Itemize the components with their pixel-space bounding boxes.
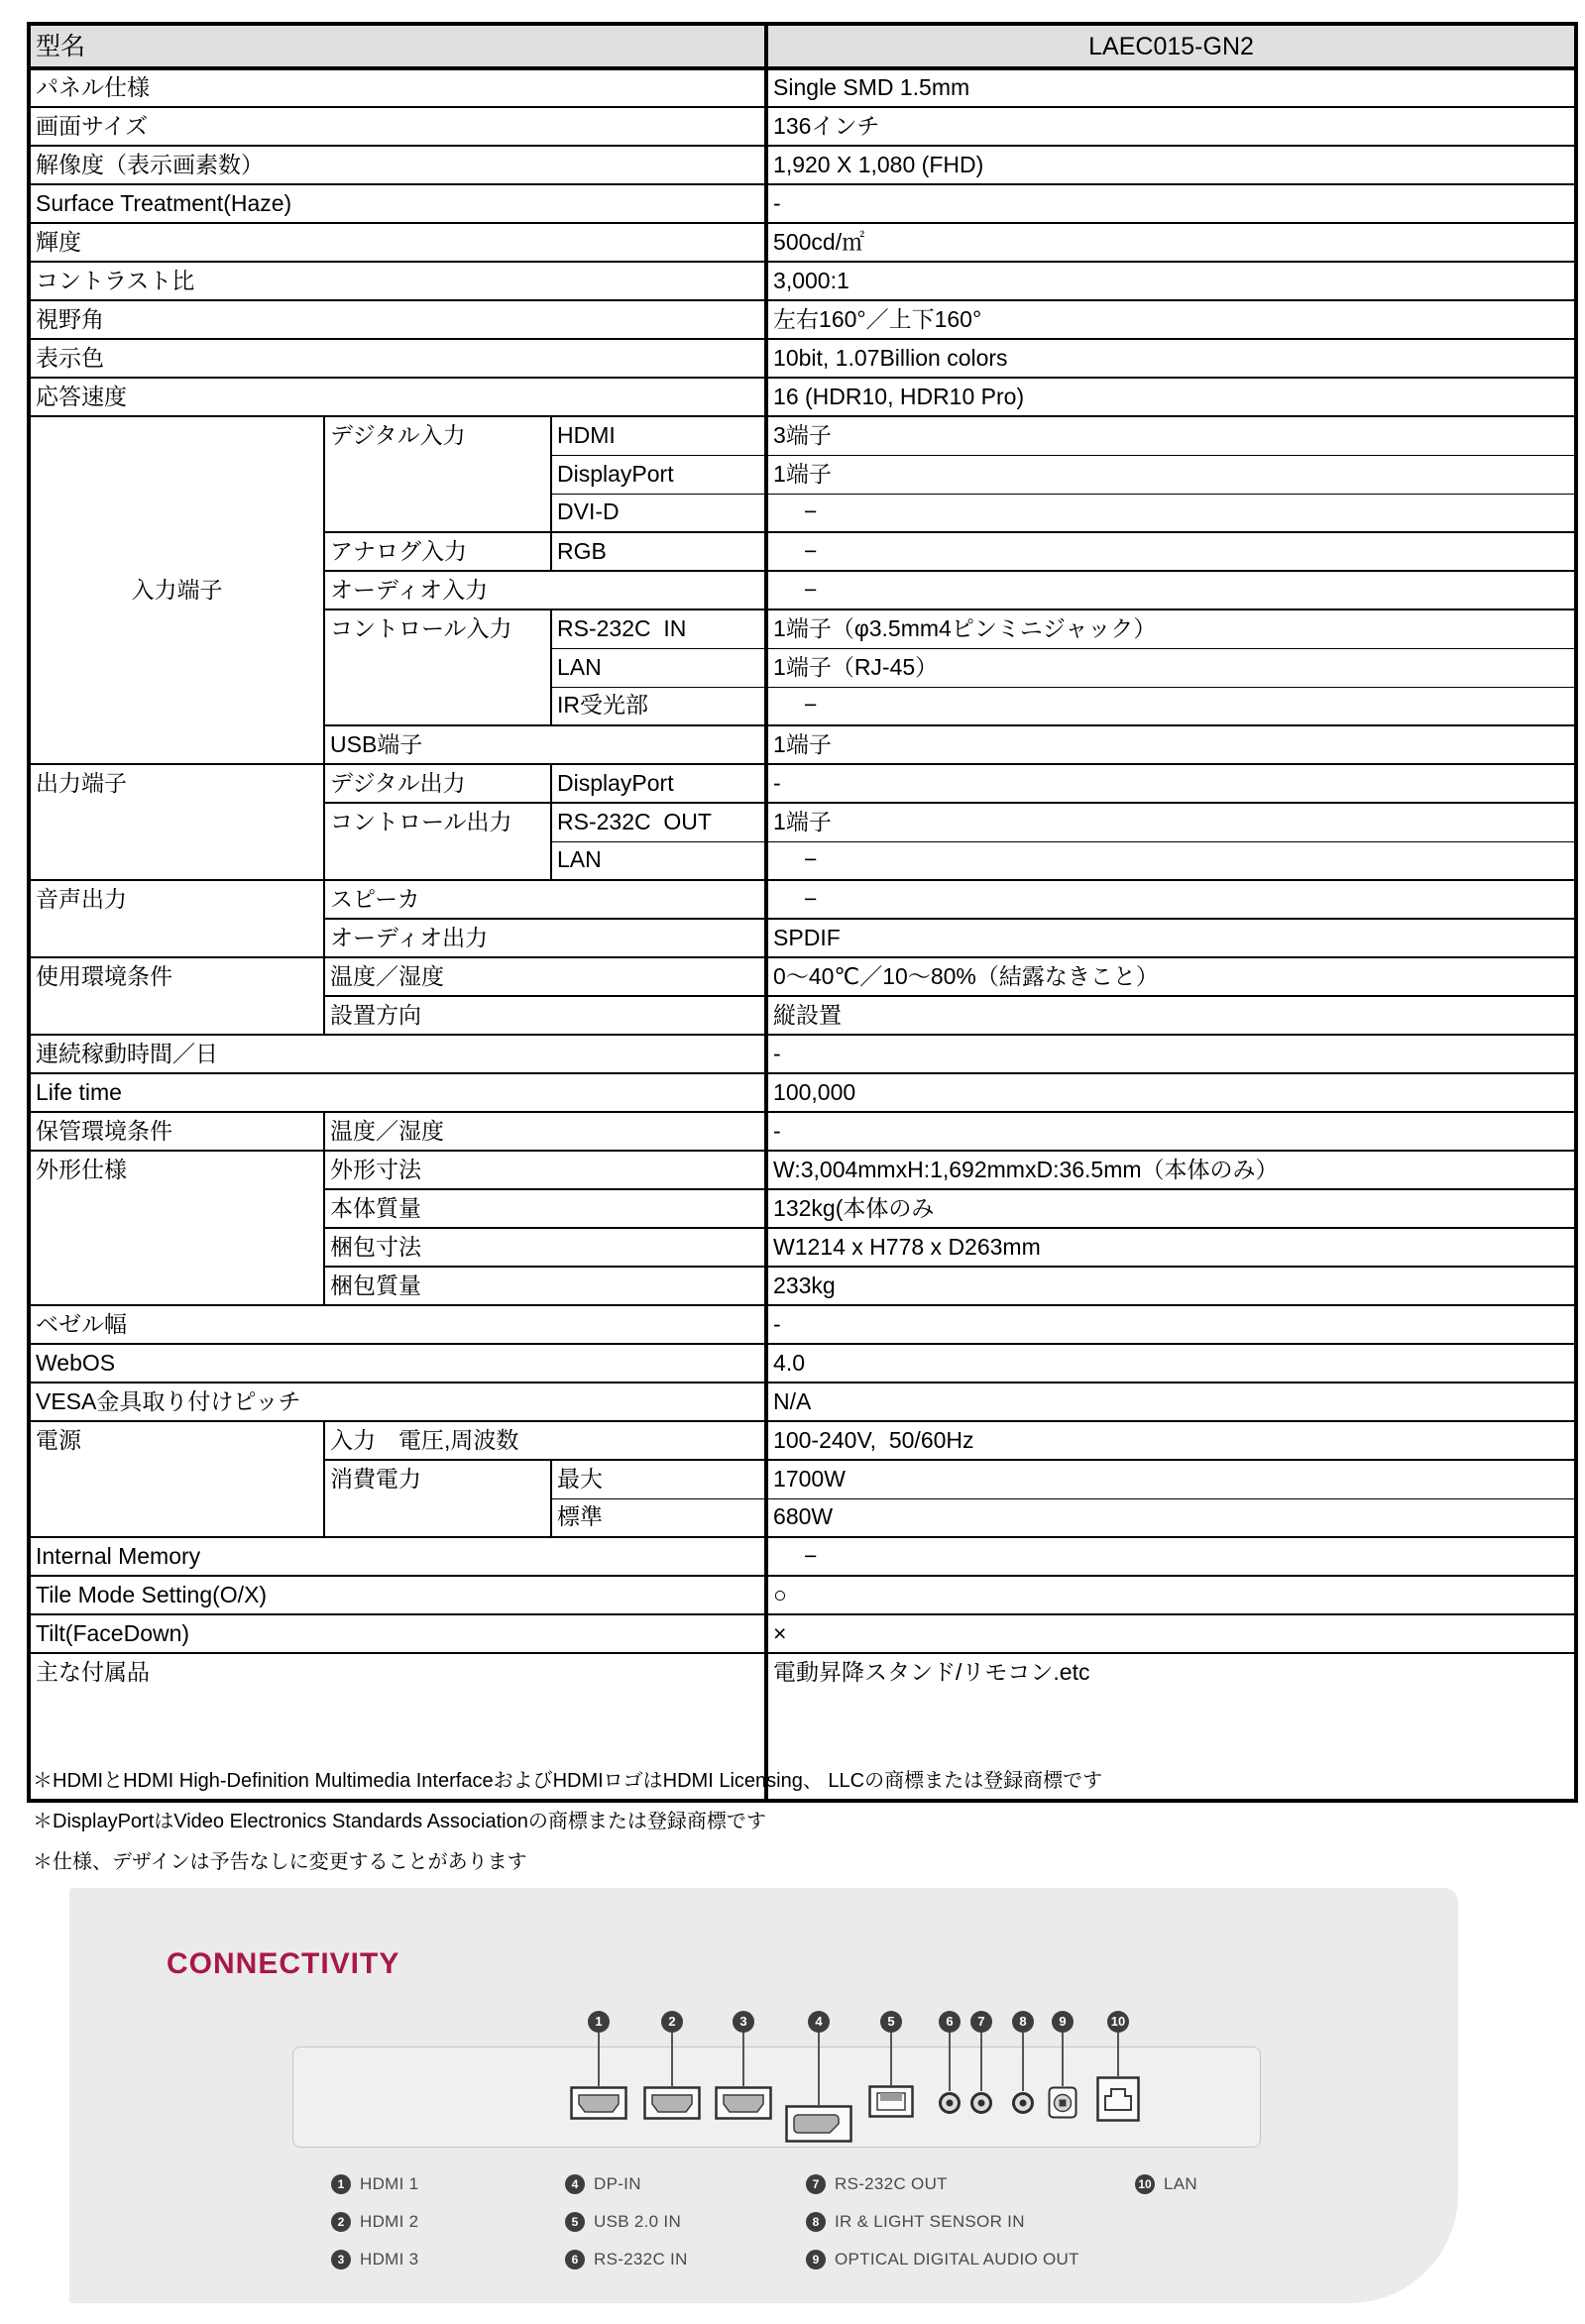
power-input-label: 入力 電圧,周波数 [324, 1421, 766, 1460]
screen-size-value: 136インチ [766, 107, 1576, 146]
ir-value: − [766, 687, 1576, 725]
port-label: RS-232C IN [594, 2250, 688, 2269]
port-dp-in [778, 2011, 859, 2143]
legend-column-4 [1135, 2173, 1197, 2211]
response-value: 16 (HDR10, HDR10 Pro) [766, 378, 1576, 416]
continuous-value: - [766, 1035, 1576, 1073]
consumption-typ-label: 標準 [551, 1498, 766, 1537]
lan-in-value: 1端子（RJ-45） [766, 648, 1576, 687]
displayport-out-value: - [766, 764, 1576, 803]
resolution-label: 解像度（表示画素数） [29, 146, 766, 184]
consumption-typ-value: 680W [766, 1498, 1576, 1537]
lan-port-icon [1096, 2076, 1140, 2122]
table-row [29, 24, 1576, 68]
table-row [29, 300, 1576, 339]
table-row [29, 880, 1576, 919]
pkg-weight-label: 梱包質量 [324, 1267, 766, 1305]
table-row [29, 378, 1576, 416]
table-row [29, 1344, 1576, 1383]
surface-value: - [766, 184, 1576, 223]
hdmi-port-icon [643, 2086, 701, 2120]
port-number-badge: 6 [939, 2011, 961, 2033]
footnote-disclaimer: ＊仕様、デザインは予告なしに変更することがあります [33, 1851, 527, 1873]
control-in-label: コントロール入力 [324, 609, 551, 725]
memory-value: − [766, 1537, 1576, 1576]
vesa-value: N/A [766, 1383, 1576, 1421]
legend-item [565, 2249, 688, 2270]
legend-column-1 [331, 2173, 418, 2286]
footnote-displayport: ＊DisplayPortはVideo Electronics Standards Associationの商標または登録商標です [33, 1811, 766, 1832]
legend-item [806, 2173, 1079, 2195]
connector-line [742, 2033, 744, 2086]
port-lan [1077, 2011, 1159, 2122]
port-number-badge: 3 [733, 2011, 754, 2033]
viewing-angle-value: 左右160°／上下160° [766, 300, 1576, 339]
brightness-label: 輝度 [29, 223, 766, 262]
lan-in-label: LAN [551, 648, 766, 687]
table-row [29, 223, 1576, 262]
port-number-badge: 1 [588, 2011, 610, 2033]
rs232c-in-value: 1端子（φ3.5mm4ピンミニジャック） [766, 609, 1576, 648]
port-number-badge: 4 [808, 2011, 830, 2033]
pkg-weight-value: 233kg [766, 1267, 1576, 1305]
ir-label: IR受光部 [551, 687, 766, 725]
port-label: IR & LIGHT SENSOR IN [835, 2212, 1025, 2231]
analog-in-label: アナログ入力 [324, 532, 551, 571]
connector-line [818, 2033, 820, 2105]
connectivity-title: CONNECTIVITY [167, 1947, 400, 1980]
resolution-value: 1,920 X 1,080 (FHD) [766, 146, 1576, 184]
temp-label: 温度／湿度 [324, 957, 766, 996]
digital-in-label: デジタル入力 [324, 416, 551, 532]
display-colors-label: 表示色 [29, 339, 766, 378]
table-row [29, 1537, 1576, 1576]
table-row [29, 1305, 1576, 1344]
viewing-angle-label: 視野角 [29, 300, 766, 339]
port-label: HDMI 1 [360, 2174, 419, 2193]
tile-mode-label: Tile Mode Setting(O/X) [29, 1576, 766, 1614]
hdmi-port-icon [715, 2086, 772, 2120]
connector-line [890, 2033, 892, 2085]
legend-item [565, 2173, 688, 2195]
weight-label: 本体質量 [324, 1189, 766, 1228]
audio-output-group-label: 音声出力 [29, 880, 324, 957]
speaker-label: スピーカ [324, 880, 766, 919]
port-number-badge: 6 [565, 2250, 585, 2269]
connectivity-section [69, 1888, 1458, 2303]
port-label: HDMI 2 [360, 2212, 419, 2231]
displayport-in-label: DisplayPort [551, 455, 766, 494]
lan-out-value: − [766, 841, 1576, 880]
port-label: LAN [1164, 2174, 1197, 2193]
rgb-label: RGB [551, 532, 766, 571]
audio-in-label: オーディオ入力 [324, 571, 766, 609]
output-group-label: 出力端子 [29, 764, 324, 880]
speaker-value: − [766, 880, 1576, 919]
dvid-value: − [766, 494, 1576, 532]
control-out-label: コントロール出力 [324, 803, 551, 880]
table-row [29, 1576, 1576, 1614]
table-row [29, 262, 1576, 300]
footnotes [33, 1770, 1102, 1892]
port-label: HDMI 3 [360, 2250, 419, 2269]
connector-line [1117, 2033, 1119, 2076]
connector-line [598, 2033, 600, 2086]
table-row [29, 107, 1576, 146]
size-value: W:3,004mmxH:1,692mmxD:36.5mm（本体のみ） [766, 1151, 1576, 1189]
port-number-badge: 5 [565, 2212, 585, 2232]
table-row [29, 1383, 1576, 1421]
size-label: 外形寸法 [324, 1151, 766, 1189]
table-row [29, 184, 1576, 223]
port-hdmi3 [703, 2011, 784, 2120]
table-row [29, 764, 1576, 803]
optical-port-icon [1048, 2086, 1077, 2119]
table-row [29, 1614, 1576, 1653]
displayport-in-value: 1端子 [766, 455, 1576, 494]
hdmi-port-icon [570, 2086, 627, 2120]
memory-label: Internal Memory [29, 1537, 766, 1576]
orientation-label: 設置方向 [324, 996, 766, 1035]
connector-line [671, 2033, 673, 2086]
brightness-value: 500cd/㎡ [766, 223, 1576, 262]
display-colors-value: 10bit, 1.07Billion colors [766, 339, 1576, 378]
port-number-badge: 9 [1052, 2011, 1074, 2033]
hdmi-value: 3端子 [766, 416, 1576, 455]
port-number-badge: 3 [331, 2250, 351, 2269]
port-hdmi1 [558, 2011, 639, 2120]
surface-label: Surface Treatment(Haze) [29, 184, 766, 223]
orientation-value: 縦設置 [766, 996, 1576, 1035]
displayport-out-label: DisplayPort [551, 764, 766, 803]
port-number-badge: 9 [806, 2250, 826, 2269]
port-label: DP-IN [594, 2174, 641, 2193]
port-number-badge: 2 [331, 2212, 351, 2232]
weight-value: 132kg(本体のみ [766, 1189, 1576, 1228]
port-number-badge: 5 [880, 2011, 902, 2033]
table-row [29, 1073, 1576, 1112]
footnote-hdmi: ＊HDMIとHDMI High-Definition Multimedia InterfaceおよびHDMIロゴはHDMI Licensing、 LLCの商標または登録商標です [33, 1770, 1103, 1792]
tilt-value: × [766, 1614, 1576, 1653]
input-group-label: 入力端子 [29, 416, 324, 764]
lifetime-value: 100,000 [766, 1073, 1576, 1112]
consumption-max-label: 最大 [551, 1460, 766, 1498]
panel-value: Single SMD 1.5mm [766, 68, 1576, 107]
audio-out-label: オーディオ出力 [324, 919, 766, 957]
port-number-badge: 1 [331, 2174, 351, 2194]
pkg-size-value: W1214 x H778 x D263mm [766, 1228, 1576, 1267]
port-number-badge: 8 [1012, 2011, 1034, 2033]
legend-item [806, 2249, 1079, 2270]
port-number-badge: 7 [970, 2011, 992, 2033]
usb-label: USB端子 [324, 725, 766, 764]
table-row [29, 957, 1576, 996]
pkg-size-label: 梱包寸法 [324, 1228, 766, 1267]
accessories-value: 電動昇降スタンド/リモコン.etc [766, 1653, 1576, 1801]
port-label: OPTICAL DIGITAL AUDIO OUT [835, 2250, 1079, 2269]
legend-column-2 [565, 2173, 688, 2286]
lan-out-label: LAN [551, 841, 766, 880]
port-number-badge: 10 [1135, 2174, 1155, 2194]
port-number-badge: 8 [806, 2212, 826, 2232]
model-label: 型名 [29, 24, 766, 68]
port-number-badge: 2 [661, 2011, 683, 2033]
storage-temp-label: 温度／湿度 [324, 1112, 766, 1151]
legend-item [565, 2211, 688, 2233]
table-row [29, 1421, 1576, 1460]
legend-item [1135, 2173, 1197, 2195]
panel-label: パネル仕様 [29, 68, 766, 107]
digital-out-label: デジタル出力 [324, 764, 551, 803]
tilt-label: Tilt(FaceDown) [29, 1614, 766, 1653]
dvid-label: DVI-D [551, 494, 766, 532]
audio-out-value: SPDIF [766, 919, 1576, 957]
table-row [29, 416, 1576, 455]
bezel-label: ベゼル幅 [29, 1305, 766, 1344]
spec-table [27, 22, 1578, 1803]
continuous-label: 連続稼動時間／日 [29, 1035, 766, 1073]
table-row [29, 1151, 1576, 1189]
port-number-badge: 10 [1107, 2011, 1129, 2033]
bezel-value: - [766, 1305, 1576, 1344]
consumption-label: 消費電力 [324, 1460, 551, 1537]
audio-in-value: − [766, 571, 1576, 609]
vesa-label: VESA金具取り付けピッチ [29, 1383, 766, 1421]
rs232c-out-label: RS-232C OUT [551, 803, 766, 841]
rs232c-in-label: RS-232C IN [551, 609, 766, 648]
legend-item [331, 2211, 418, 2233]
connector-line [1062, 2033, 1064, 2086]
legend-item [331, 2173, 418, 2195]
table-row [29, 146, 1576, 184]
hdmi-label: HDMI [551, 416, 766, 455]
port-hdmi2 [631, 2011, 713, 2120]
port-label: RS-232C OUT [835, 2174, 948, 2193]
storage-temp-value: - [766, 1112, 1576, 1151]
storage-group-label: 保管環境条件 [29, 1112, 324, 1151]
table-row [29, 339, 1576, 378]
legend-item [331, 2249, 418, 2270]
webos-value: 4.0 [766, 1344, 1576, 1383]
table-row [29, 68, 1576, 107]
rs232c-out-value: 1端子 [766, 803, 1576, 841]
displayport-port-icon [785, 2105, 852, 2143]
temp-value: 0〜40℃／10〜80%（結露なきこと） [766, 957, 1576, 996]
screen-size-label: 画面サイズ [29, 107, 766, 146]
contrast-value: 3,000:1 [766, 262, 1576, 300]
legend-column-3 [806, 2173, 1079, 2286]
power-input-value: 100-240V, 50/60Hz [766, 1421, 1576, 1460]
accessories-label: 主な付属品 [29, 1653, 766, 1801]
webos-label: WebOS [29, 1344, 766, 1383]
table-row [29, 1035, 1576, 1073]
tile-mode-value: ○ [766, 1576, 1576, 1614]
power-group-label: 電源 [29, 1421, 324, 1537]
port-number-badge: 7 [806, 2174, 826, 2194]
model-value: LAEC015-GN2 [766, 24, 1576, 68]
usb-port-icon [868, 2085, 914, 2118]
environment-group-label: 使用環境条件 [29, 957, 324, 1035]
table-row [29, 1112, 1576, 1151]
rgb-value: − [766, 532, 1576, 571]
port-number-badge: 4 [565, 2174, 585, 2194]
contrast-label: コントラスト比 [29, 262, 766, 300]
legend-item [806, 2211, 1079, 2233]
dimensions-group-label: 外形仕様 [29, 1151, 324, 1305]
consumption-max-value: 1700W [766, 1460, 1576, 1498]
port-label: USB 2.0 IN [594, 2212, 682, 2231]
lifetime-label: Life time [29, 1073, 766, 1112]
usb-value: 1端子 [766, 725, 1576, 764]
response-label: 応答速度 [29, 378, 766, 416]
